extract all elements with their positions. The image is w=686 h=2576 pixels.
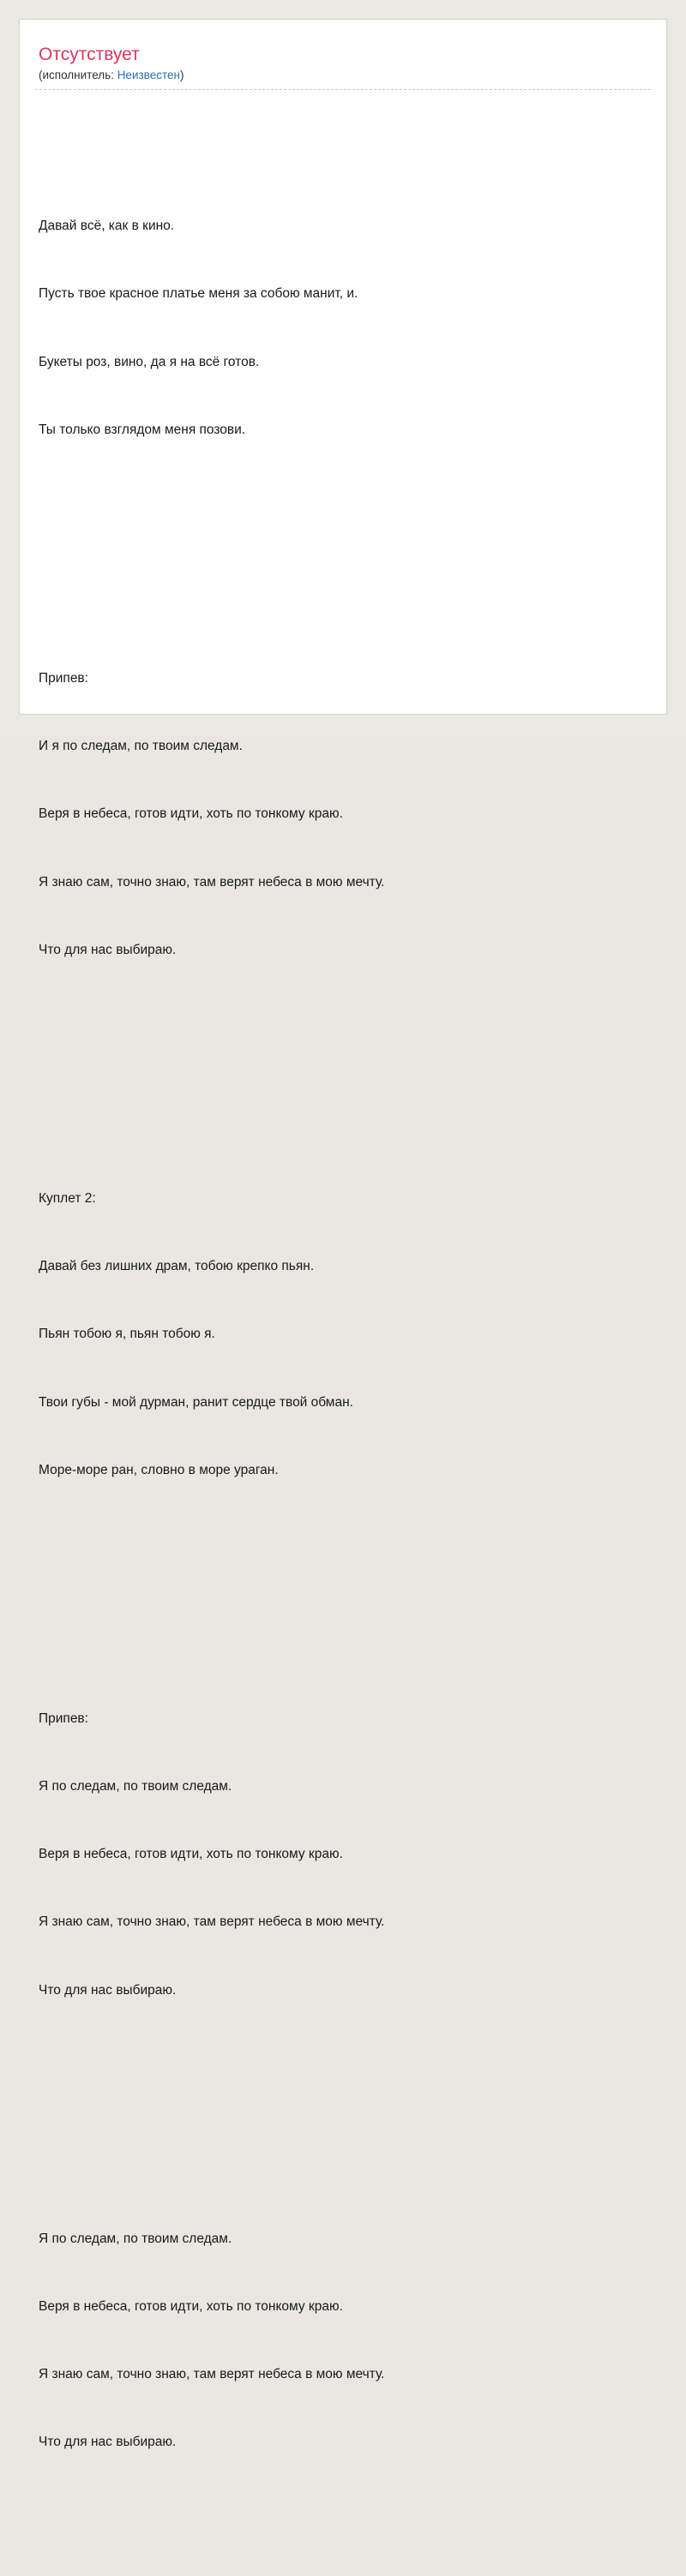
lyrics-line: Веря в небеса, готов идти, хоть по тонкому краю. (39, 1847, 343, 1862)
lyrics-line: Веря в небеса, готов идти, хоть по тонкому краю. (39, 806, 343, 822)
artist-line (35, 69, 651, 90)
lyrics-line: Я знаю сам, точно знаю, там верят небеса в мою мечту. (39, 874, 385, 890)
lyrics-line: Ты только взглядом меня позови. (39, 422, 246, 437)
lyrics-line: Что для нас выбираю. (39, 2435, 177, 2450)
lyrics-line: Пьян тобою я, пьян тобою я. (39, 1327, 215, 1342)
lyrics-line: Давай без лишних драм, тобою крепко пьян. (39, 1259, 315, 1274)
lyrics-line: Куплет 2: (39, 1190, 96, 1206)
lyrics-block-spacer (39, 532, 651, 554)
page-title: Отсутствует (39, 45, 140, 64)
lyrics-line: Я по следам, по твоим следам. (39, 1779, 232, 1794)
lyrics-line: Я знаю сам, точно знаю, там верят небеса в мою мечту. (39, 1914, 385, 1930)
lyrics-line: Я знаю сам, точно знаю, там верят небеса в мою мечту. (39, 2367, 385, 2382)
artist-link[interactable]: Неизвестен (117, 69, 180, 82)
lyrics-block (39, 2183, 651, 2500)
lyrics-content (20, 20, 666, 2576)
lyrics-block (39, 622, 651, 1007)
lyrics-block (39, 1662, 651, 2047)
lyrics-line: Что для нас выбираю. (39, 942, 177, 957)
lyrics-line: Море-море ран, словно в море ураган. (39, 1462, 279, 1477)
artist-suffix-label: ) (179, 69, 184, 82)
lyrics-block (39, 1142, 651, 1527)
lyrics-line: Давай всё, как в кино. (39, 219, 175, 234)
lyrics-line: И я по следам, по твоим следам. (39, 739, 243, 754)
lyrics-text (35, 102, 651, 2567)
lyrics-block-spacer (39, 1052, 651, 1075)
lyrics-line: Веря в небеса, готов идти, хоть по тонкому краю. (39, 2298, 343, 2314)
lyrics-line: Пусть твое красное платье меня за собою манит, и. (39, 286, 358, 302)
lyrics-line: Я по следам, по твоим следам. (39, 2231, 232, 2246)
lyrics-line: Что для нас выбираю. (39, 1982, 177, 1998)
lyrics-line: Припев: (39, 670, 88, 686)
lyrics-block-spacer (39, 1573, 651, 1595)
lyrics-line: Припев: (39, 1710, 88, 1726)
lyrics-block-spacer (39, 2093, 651, 2115)
artist-prefix-label: (исполнитель: (39, 69, 117, 82)
lyrics-line: Твои губы - мой дурман, ранит сердце твой обман. (39, 1394, 353, 1410)
lyrics-line: Букеты роз, вино, да я на всё готов. (39, 354, 260, 369)
lyrics-block (39, 170, 651, 487)
lyrics-paper-card (19, 19, 667, 2450)
